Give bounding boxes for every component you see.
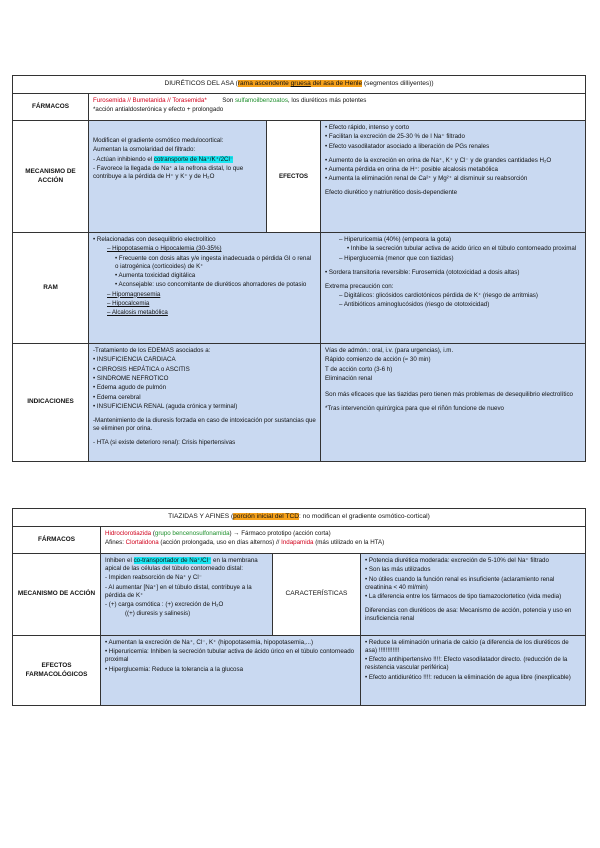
indicaciones-left-cell: -Tratamiento de los EDEMAS asociados a: • INSUFICIENCIA CARDIACA • CIRROSIS HEPÁTICA o ASCITIS • SINDROME NEFROTICO • Edema agudo de pulmón • Edema cerebral • INSUFICIENCIA RENAL (aguda crónica y terminal) -Mantenimiento de la diuresis forzada en caso de intoxicación por sustancias que se eliminen por orina. - HTA (si existe deterioro renal): Crisis hipertensivas	[89, 344, 321, 462]
drug-names: Furosemida // Bumetanida // Torasemida*	[93, 97, 207, 104]
efectos-label: EFECTOS	[267, 121, 321, 233]
mecanismo-label: MECANISMO DE ACCIÓN	[13, 121, 89, 233]
ram-left-cell: • Relacionadas con desequilibrio electrolítico – Hipopotasemia o Hipocalemia (30-35%) • Frecuente con dosis altas y/e ingesta inadecuada o pérdida GI o renal o iatrogénica (corticoides) de K⁺ • Aumenta toxicidad digitálica • Aconsejable: uso concomitante de diuréticos ahorradores de potasio – Hipomagnesemia – Hipocalcemia – Alcalosis metabólica	[89, 233, 321, 344]
efectos-label: EFECTOS FARMACOLÓGICOS	[13, 636, 101, 706]
title-highlight: porción inicial del TCD	[233, 513, 299, 520]
title-text: DIURÉTICOS DEL ASA (	[164, 80, 238, 87]
table-title: DIURÉTICOS DEL ASA (rama ascendente gruesa del asa de Henle (segmentos dilliyentes))	[13, 76, 586, 94]
table-title: TIAZIDAS Y AFINES (porción inicial del TCD: no modifican el gradiente osmótico-cortical)	[13, 509, 586, 527]
farmacos-cell: Hidroclorotiazida (grupo bencenosulfonamida) → Fármaco prototipo (acción corta) Afines: Clortalidona (acción prolongada, uso en días alternos) // Indapamida (más utilizado en la HTA)	[101, 527, 586, 554]
title-highlight: rama ascendente gruesa del asa de Henle	[237, 80, 363, 87]
mecanismo-label: MECANISMO DE ACCIÓN	[13, 554, 101, 636]
farmacos-cell: Furosemida // Bumetanida // Torasemida* Son sulfamoilbenzoatos, los diuréticos más potentes *acción antialdosterónica y efecto + prolongado	[89, 94, 586, 121]
ram-label: RAM	[13, 233, 89, 344]
efectos-right-cell: • Reduce la eliminación urinaria de calcio (a diferencia de los diuréticos de asa) !!!!!!!!!!!! • Efecto antihipertensivo !!!!: Efecto vasodilatador directo. (reducción de la resistencia vascular periférica) • Efecto antidiurético !!!!: reducen la eliminación de agua libre (inexplicable)	[361, 636, 586, 706]
efectos-left-cell: • Aumentan la excreción de Na⁺, Cl⁻, K⁺ (hipopotasemia, hipopotasemia,...) • Hiperuricemia: Inhiben la secreción tubular activa de ácido úrico en el túbulo contorneado proximal • Hiperglucemia: Reduce la tolerancia a la glucosa	[101, 636, 361, 706]
farmacos-note: *acción antialdosterónica y efecto + prolongado	[93, 106, 224, 114]
ram-right-cell: – Hiperuricemia (40%) (empeora la gota) • Inhibe la secreción tubular activa de acido úrico en el túbulo contorneado proximal – Hiperglucemia (menor que con tiazidas) • Sordera transitoria reversible: Furosemida (ototoxicidad a dosis altas) Extrema precaución con: – Digitálicos: glicósidos cardiotónicos pérdida de K⁺ (riesgo de arritmias) – Antibióticos aminoglucósidos (riesgo de ototoxicidad)	[321, 233, 586, 344]
indicaciones-label: INDICACIONES	[13, 344, 89, 462]
farmacos-label: FÁRMACOS	[13, 527, 101, 554]
indicaciones-right-cell: Vías de admón.: oral, i.v. (para urgencias), i.m. Rápido comienzo de acción (≈ 30 min) T de acción corto (3-6 h) Eliminación renal Son más eficaces que las tiazidas pero tienen más problemas de desequilibrio electrolítico *Tras intervención quirúrgica para que el riñón funcione de nuevo	[321, 344, 586, 462]
efectos-cell: • Efecto rápido, intenso y corto • Facilitan la excreción de 25-30 % de l Na⁺ filtrado • Efecto vasodilatador asociado a liberación de PGs renales • Aumento de la excreción en orina de Na⁺, K⁺ y Cl⁻ y de grandes cantidades H₂O • Aumenta pérdida en orina de H⁺: posible alcalosis metabólica • Aumenta la eliminación renal de Ca²⁺ y Mg²⁺ al disminuir su reabsorción Efecto diurético y natriurético dosis-dependiente	[321, 121, 586, 233]
diureticos-asa-table	[12, 75, 586, 462]
caracteristicas-label: CARACTERÍSTICAS	[273, 554, 361, 636]
tiazidas-table	[12, 508, 586, 706]
mecanismo-cell: Inhiben el co-transportador de Na⁺/Cl⁻ en la membrana apical de las células del túbulo contorneado distal: - Impiden reabsorción de Na⁺ y Cl⁻ - Al aumentar [Na⁺] en el túbulo distal, contribuye a la pérdida de K⁺ - (+) carga osmótica : (+) excreción de H₂O ((+) diuresis y salinesis)	[101, 554, 273, 636]
caracteristicas-cell: • Potencia diurética moderada: excreción de 5-10% del Na⁺ filtrado • Son las más utilizados • No útiles cuando la función renal es insuficiente (aclaramiento renal creatinina < 40 ml/min) • La diferencia entre los fármacos de tipo tiamazoclortetico (vida media) Diferencias con diuréticos de asa: Mecanismo de acción, potencia y uso en insuficiencia renal	[361, 554, 586, 636]
mecanismo-cell: Modifican el gradiente osmótico medulocortical: Aumentan la osmolaridad del filtrado: - Actúan inhibiendo el cotransporte de Na⁺/K⁺/2Cl⁻ - Favorece la llegada de Na⁺ a la nefrona distal, lo que contribuye a la pérdida de H⁺ y K⁺ y de H₂O	[89, 121, 267, 233]
farmacos-label: FÁRMACOS	[13, 94, 89, 121]
